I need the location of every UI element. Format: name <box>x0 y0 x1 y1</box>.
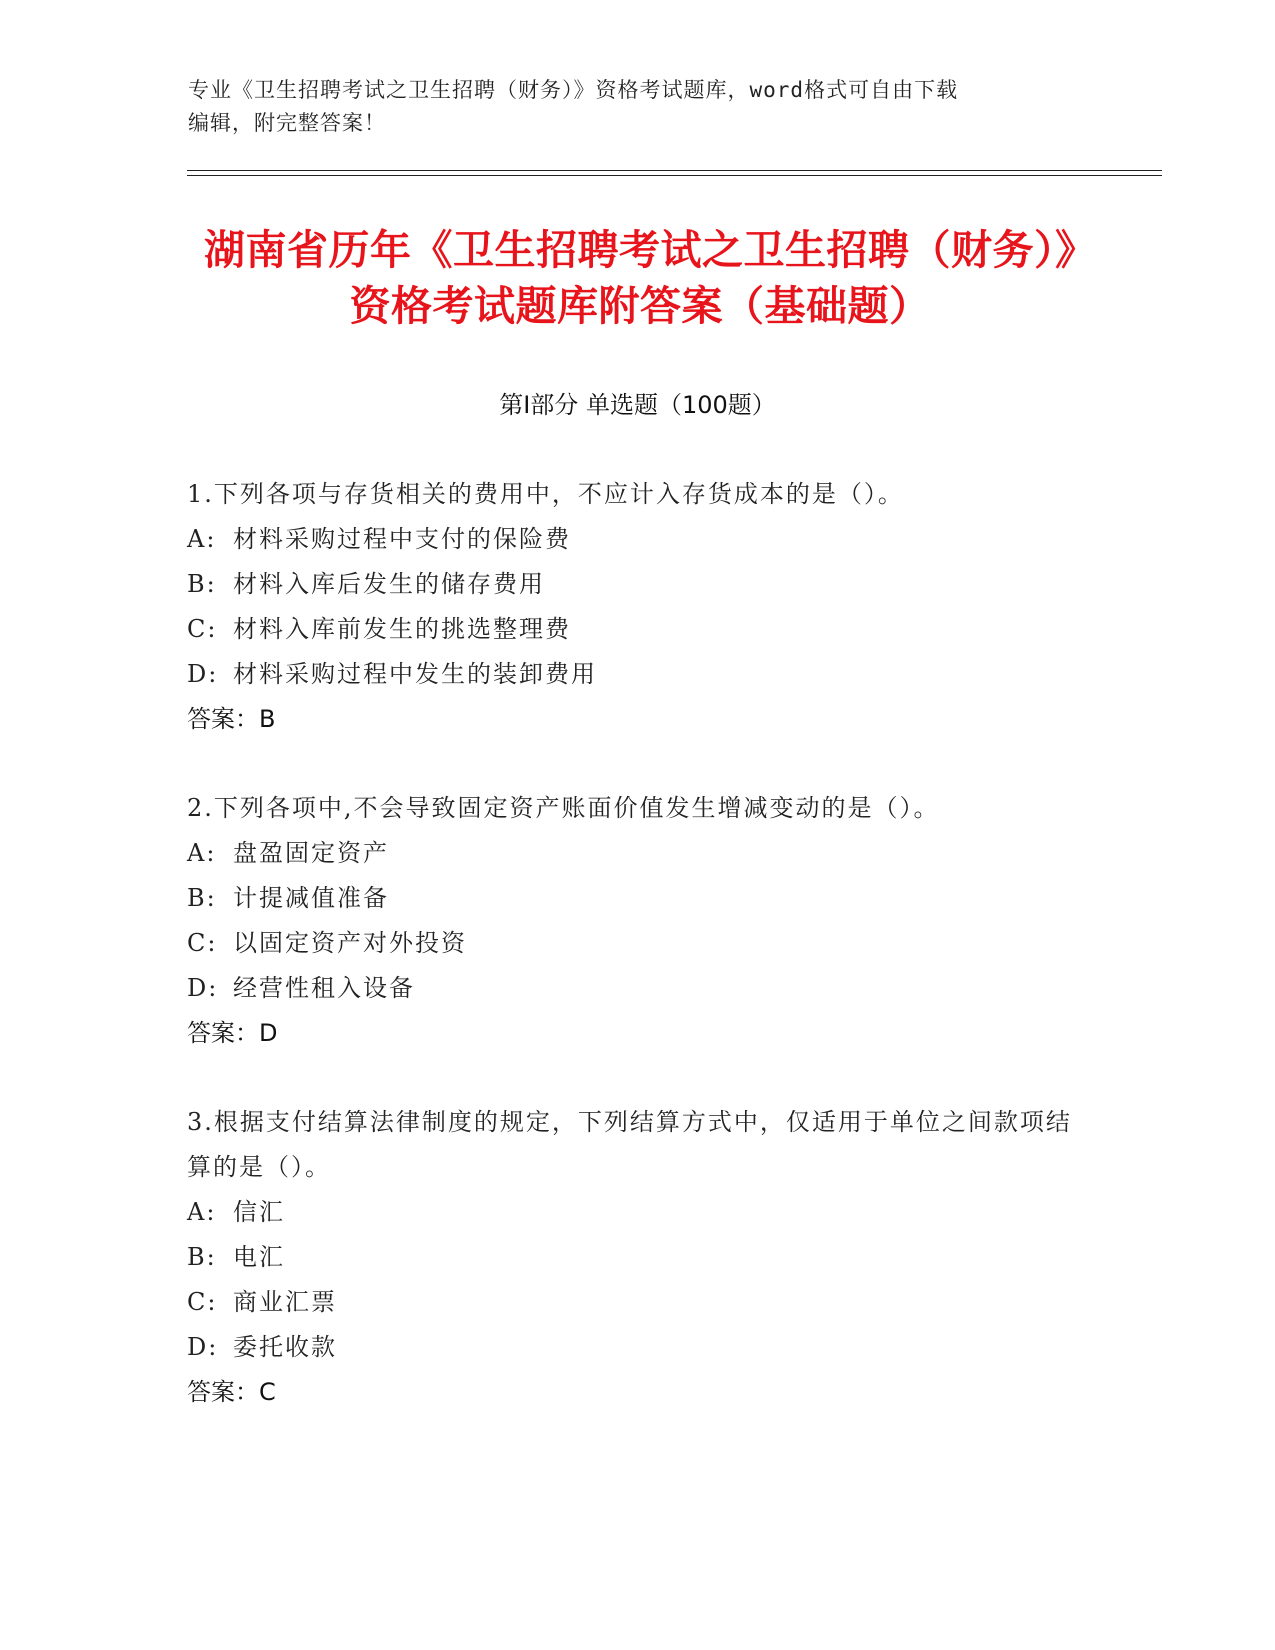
section-title: 第Ⅰ部分 单选题（100题） <box>499 391 776 419</box>
answer-line: 答案：D <box>187 1019 278 1047</box>
option-text: 材料入库前发生的挑选整理费 <box>233 615 571 643</box>
answer-line: 答案：C <box>187 1378 276 1406</box>
option-key: B: <box>187 884 217 912</box>
option-b <box>187 1235 1087 1280</box>
option-text: 盘盈固定资产 <box>233 839 389 867</box>
option-d <box>187 1325 1087 1370</box>
option-text: 经营性租入设备 <box>233 974 415 1002</box>
option-d <box>187 652 1087 697</box>
option-c <box>187 1280 1087 1325</box>
page-header-note <box>188 74 1088 140</box>
question-stem: 2.下列各项中,不会导致固定资产账面价值发生增减变动的是（）。 <box>187 794 940 822</box>
option-a <box>187 831 1087 876</box>
option-b <box>187 562 1087 607</box>
question-2 <box>187 786 1087 1056</box>
header-divider-top <box>187 170 1162 171</box>
question-list <box>187 472 1087 1459</box>
option-text: 以固定资产对外投资 <box>233 929 467 957</box>
option-text: 信汇 <box>233 1198 285 1226</box>
option-c <box>187 921 1087 966</box>
question-stem: 1.下列各项与存货相关的费用中，不应计入存货成本的是（）。 <box>187 480 904 508</box>
option-key: A: <box>187 839 217 867</box>
option-key: A: <box>187 525 217 553</box>
option-b <box>187 876 1087 921</box>
question-1 <box>187 472 1087 742</box>
header-note-line-2: 编辑，附完整答案！ <box>188 111 386 135</box>
option-text: 商业汇票 <box>233 1288 337 1316</box>
document-title: 湖南省历年《卫生招聘考试之卫生招聘（财务）》资格考试题库附答案（基础题） <box>204 226 1076 330</box>
option-text: 材料入库后发生的储存费用 <box>233 570 545 598</box>
option-key: B: <box>187 570 217 598</box>
header-divider-bottom <box>187 175 1162 176</box>
option-a <box>187 517 1087 562</box>
question-3 <box>187 1100 1087 1415</box>
option-key: D: <box>187 1333 219 1361</box>
option-c <box>187 607 1087 652</box>
option-key: C: <box>187 1288 218 1316</box>
option-text: 材料采购过程中发生的装卸费用 <box>233 660 597 688</box>
header-note-line-1: 专业《卫生招聘考试之卫生招聘（财务）》资格考试题库，word格式可自由下载 <box>188 78 959 102</box>
option-key: C: <box>187 929 218 957</box>
answer-line: 答案：B <box>187 705 276 733</box>
option-text: 委托收款 <box>233 1333 337 1361</box>
question-stem: 3.根据支付结算法律制度的规定，下列结算方式中，仅适用于单位之间款项结算的是（）。 <box>187 1108 1072 1181</box>
option-key: A: <box>187 1198 217 1226</box>
option-a <box>187 1190 1087 1235</box>
option-key: B: <box>187 1243 217 1271</box>
option-key: C: <box>187 615 218 643</box>
option-key: D: <box>187 660 219 688</box>
option-text: 材料采购过程中支付的保险费 <box>233 525 571 553</box>
option-text: 电汇 <box>233 1243 285 1271</box>
option-d <box>187 966 1087 1011</box>
option-key: D: <box>187 974 219 1002</box>
option-text: 计提减值准备 <box>233 884 389 912</box>
